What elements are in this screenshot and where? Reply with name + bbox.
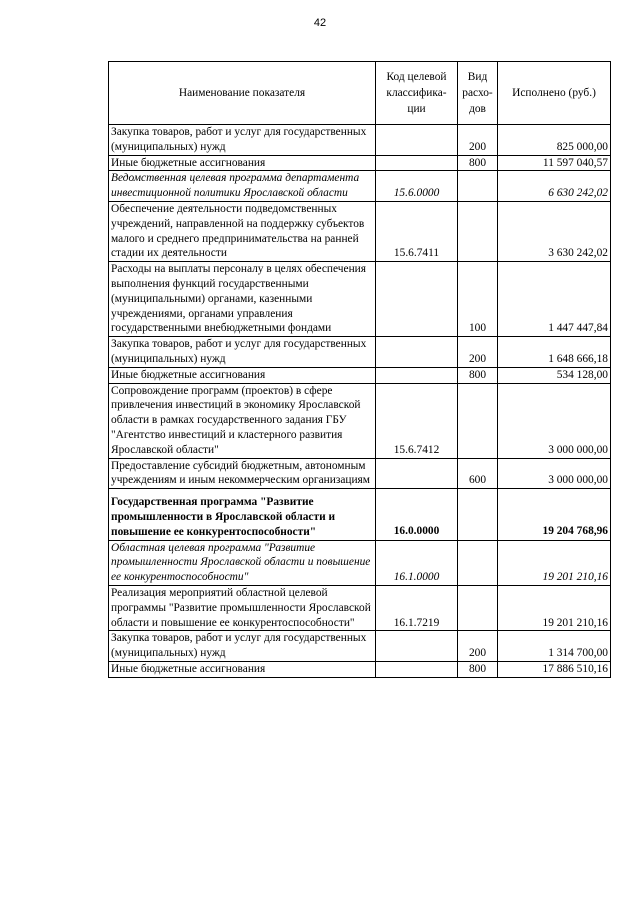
row-code (376, 367, 458, 383)
row-code: 15.6.0000 (376, 171, 458, 202)
row-type: 200 (458, 337, 498, 368)
row-name: Сопровождение программ (проектов) в сфере привлечения инвестиций в экономику Ярославской области в рамках государственного задания ГБУ "Агентство инвестиций и кластерного развития Ярославской области" (109, 383, 376, 458)
row-code: 15.6.7411 (376, 201, 458, 261)
table-row (109, 125, 611, 156)
row-name: Закупка товаров, работ и услуг для государственных (муниципальных) нужд (109, 337, 376, 368)
table-row (109, 201, 611, 261)
row-code (376, 661, 458, 677)
row-amount: 1 314 700,00 (498, 631, 611, 662)
row-code: 16.1.7219 (376, 585, 458, 630)
table-body (109, 125, 611, 678)
row-amount: 19 201 210,16 (498, 540, 611, 585)
row-code (376, 262, 458, 337)
row-type (458, 585, 498, 630)
row-amount: 17 886 510,16 (498, 661, 611, 677)
row-amount: 19 204 768,96 (498, 489, 611, 540)
row-type: 100 (458, 262, 498, 337)
row-amount: 11 597 040,57 (498, 155, 611, 171)
row-type: 200 (458, 125, 498, 156)
row-code: 15.6.7412 (376, 383, 458, 458)
table-row (109, 367, 611, 383)
page-number: 42 (313, 17, 327, 29)
row-name: Ведомственная целевая программа департамента инвестиционной политики Ярославской области (109, 171, 376, 202)
table-row (109, 337, 611, 368)
table-row (109, 458, 611, 489)
row-name: Расходы на выплаты персоналу в целях обеспечения выполнения функций государственными (муниципальными) органами, казенными учреждениями, органами управления государственными внебюджетными фондами (109, 262, 376, 337)
row-name: Областная целевая программа "Развитие промышленности Ярославской области и повышение ее конкурентоспособности" (109, 540, 376, 585)
row-amount: 3 000 000,00 (498, 383, 611, 458)
table-row (109, 585, 611, 630)
row-type (458, 201, 498, 261)
header-code: Код целевой классифика-ции (376, 62, 458, 125)
row-name: Иные бюджетные ассигнования (109, 661, 376, 677)
row-amount: 3 000 000,00 (498, 458, 611, 489)
row-code (376, 155, 458, 171)
row-amount: 1 648 666,18 (498, 337, 611, 368)
table-header-row (109, 62, 611, 125)
row-name: Закупка товаров, работ и услуг для государственных (муниципальных) нужд (109, 631, 376, 662)
row-code: 16.0.0000 (376, 489, 458, 540)
row-type (458, 383, 498, 458)
row-type: 600 (458, 458, 498, 489)
table-row (109, 489, 611, 540)
row-type: 200 (458, 631, 498, 662)
row-code (376, 458, 458, 489)
row-name: Реализация мероприятий областной целевой программы "Развитие промышленности Ярославской области и повышение ее конкурентоспособности" (109, 585, 376, 630)
header-amount: Исполнено (руб.) (498, 62, 611, 125)
table-row (109, 661, 611, 677)
row-name: Иные бюджетные ассигнования (109, 155, 376, 171)
row-amount: 6 630 242,02 (498, 171, 611, 202)
row-amount: 3 630 242,02 (498, 201, 611, 261)
row-name: Обеспечение деятельности подведомственных учреждений, направленной на поддержку субъектов малого и среднего предпринимательства на ранней стадии их деятельности (109, 201, 376, 261)
table-row (109, 171, 611, 202)
row-code (376, 631, 458, 662)
row-code (376, 337, 458, 368)
row-type (458, 540, 498, 585)
table-row (109, 540, 611, 585)
header-type: Вид расхо-дов (458, 62, 498, 125)
row-amount: 19 201 210,16 (498, 585, 611, 630)
budget-table (108, 61, 611, 678)
row-type (458, 171, 498, 202)
table-row (109, 383, 611, 458)
row-type: 800 (458, 155, 498, 171)
row-name: Закупка товаров, работ и услуг для государственных (муниципальных) нужд (109, 125, 376, 156)
row-type (458, 489, 498, 540)
row-code: 16.1.0000 (376, 540, 458, 585)
row-amount: 825 000,00 (498, 125, 611, 156)
table-row (109, 631, 611, 662)
row-type: 800 (458, 367, 498, 383)
row-name: Иные бюджетные ассигнования (109, 367, 376, 383)
row-type: 800 (458, 661, 498, 677)
row-name: Предоставление субсидий бюджетным, автономным учреждениям и иным некоммерческим организациям (109, 458, 376, 489)
table-row (109, 262, 611, 337)
table-row (109, 155, 611, 171)
row-amount: 1 447 447,84 (498, 262, 611, 337)
header-name: Наименование показателя (109, 62, 376, 125)
row-code (376, 125, 458, 156)
row-amount: 534 128,00 (498, 367, 611, 383)
row-name: Государственная программа "Развитие промышленности в Ярославской области и повышение ее конкурентоспособности" (109, 489, 376, 540)
